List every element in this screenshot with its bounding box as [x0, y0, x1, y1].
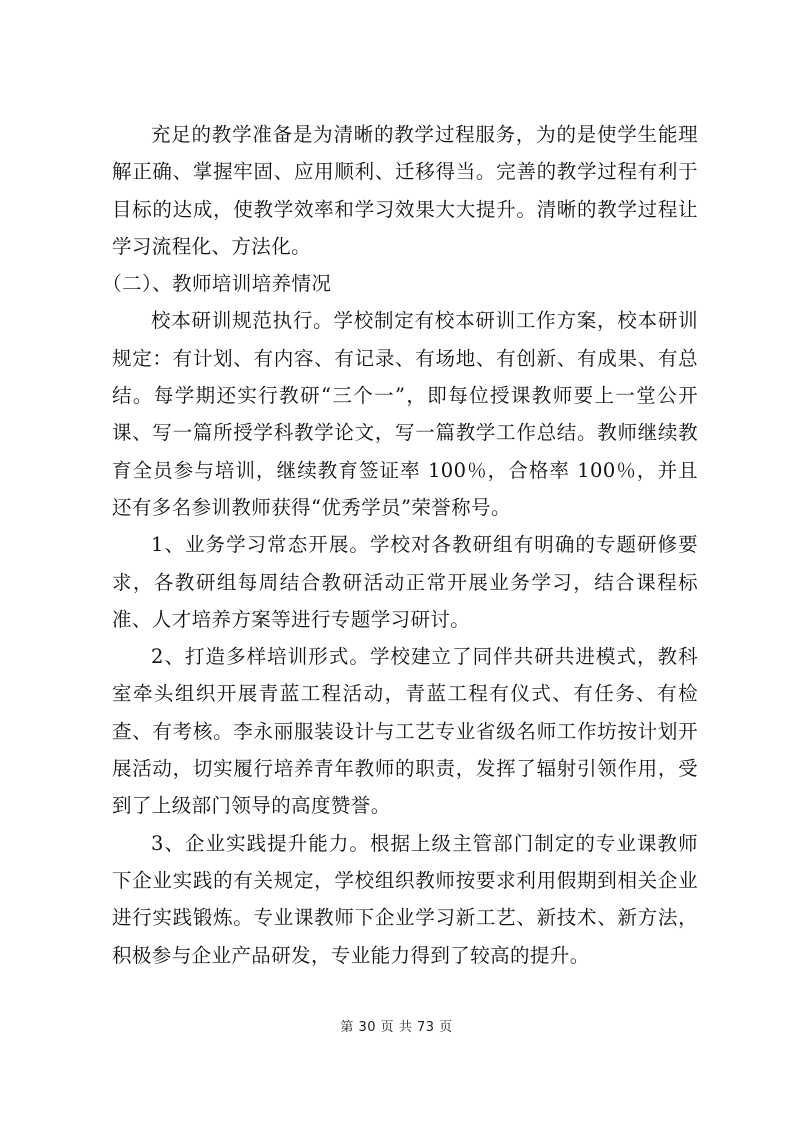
paragraph-enterprise-practice: 3、企业实践提升能力。根据上级主管部门制定的专业课教师下企业实践的有关规定，学校组织教师按要求利用假期到相关企业进行实践锻炼。专业课教师下企业学习新工艺、新技术、新方法，积极参与企业产品研发，专业能力得到了较高的提升。	[112, 831, 698, 967]
paragraph-school-research: 校本研训规范执行。学校制定有校本研训工作方案，校本研训规定：有计划、有内容、有记录、有场地、有创新、有成果、有总结。每学期还实行教研“三个一”，即每位授课教师要上一堂公开课、写一篇所授学科教学论文，写一篇教学工作总结。教师继续教育全员参与培训，继续教育签证率 100％，合格率 100％，并且还有多名参训教师获得“优秀学员”荣誉称号。	[112, 309, 698, 519]
paragraph-teaching-process: 充足的教学准备是为清晰的教学过程服务，为的是使学生能理解正确、掌握牢固、应用顺利、迁移得当。完善的教学过程有利于目标的达成，使教学效率和学习效果大大提升。清晰的教学过程让学习流程化、方法化。	[112, 123, 698, 258]
paragraph-business-study: 1、业务学习常态开展。学校对各教研组有明确的专题研修要求，各教研组每周结合教研活动正常开展业务学习，结合课程标准、人才培养方案等进行专题学习研讨。	[112, 533, 698, 631]
page-number-footer: 第 30 页 共 73 页	[340, 1020, 453, 1035]
paragraph-training-forms: 2、打造多样培训形式。学校建立了同伴共研共进模式，教科室牵头组织开展青蓝工程活动，青蓝工程有仪式、有任务、有检查、有考核。李永丽服装设计与工艺专业省级名师工作坊按计划开展活动，切实履行培养青年教师的职责，发挥了辐射引领作用，受到了上级部门领导的高度赞誉。	[112, 645, 698, 818]
section-heading-teacher-training: （二）、教师培训培养情况	[102, 272, 332, 296]
document-body	[102, 116, 698, 974]
